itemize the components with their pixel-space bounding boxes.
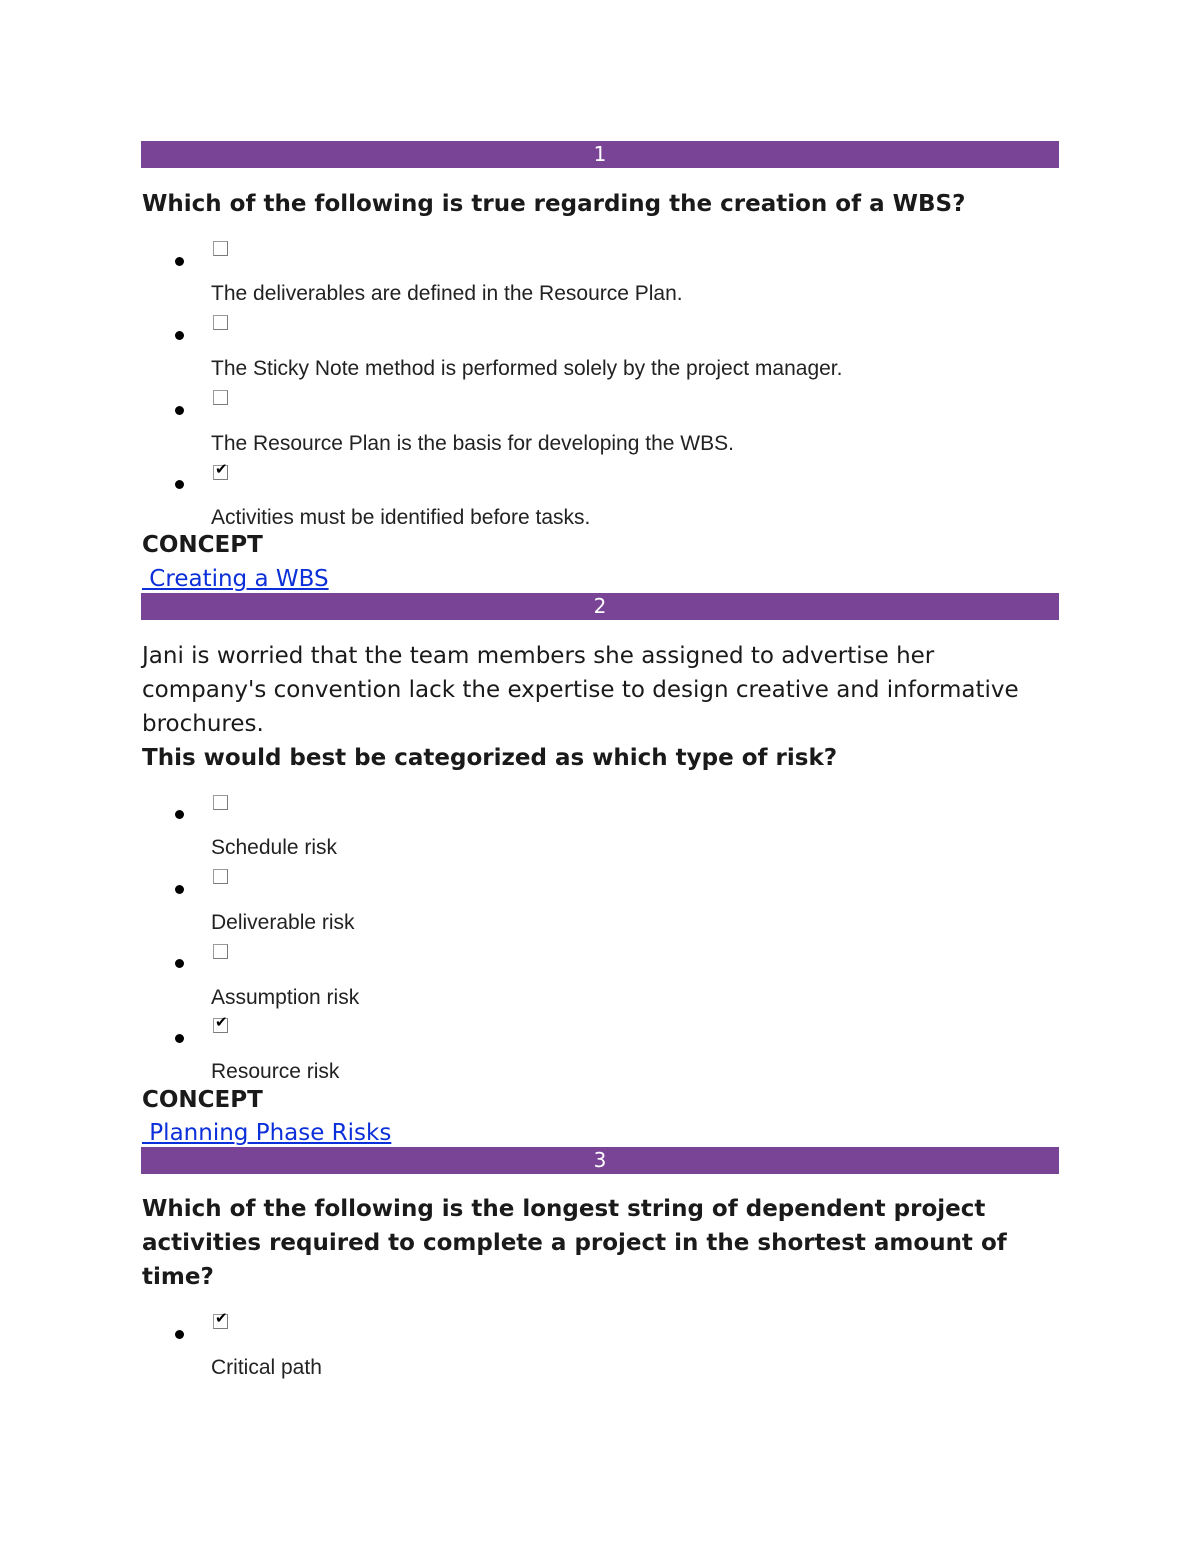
bullet-icon <box>175 810 184 819</box>
bullet-icon <box>175 959 184 968</box>
answer-option-label: Activities must be identified before tasks. <box>211 506 591 529</box>
answer-checkbox[interactable] <box>213 944 228 959</box>
question-number-bar <box>141 1147 1059 1174</box>
answer-option-label: Schedule risk <box>211 836 338 859</box>
concept-link[interactable]: Planning Phase Risks <box>142 1120 392 1146</box>
question-prompt: Which of the following is the longest string of dependent project activities required to complete a project in the shortest amount of time? <box>142 1196 1007 1290</box>
question-number: 1 <box>593 142 607 166</box>
answer-option-label: The Sticky Note method is performed solely by the project manager. <box>211 357 843 380</box>
bullet-icon <box>175 885 184 894</box>
answer-checkbox[interactable] <box>213 241 228 256</box>
question-number-bar <box>141 593 1059 620</box>
answer-checkbox-checked[interactable] <box>213 1309 228 1329</box>
bullet-icon <box>175 406 184 415</box>
answer-checkbox[interactable] <box>213 390 228 405</box>
answer-checkbox[interactable] <box>213 315 228 330</box>
question-intro: Jani is worried that the team members she assigned to advertise her company's convention lack the expertise to design creative and informative brochures. <box>142 643 1019 737</box>
bullet-icon <box>175 480 184 489</box>
answer-option-label: Assumption risk <box>211 986 360 1009</box>
concept-link[interactable]: Creating a WBS <box>142 566 329 592</box>
answer-option-label: The deliverables are defined in the Resource Plan. <box>211 282 683 305</box>
answer-option-label: Deliverable risk <box>211 911 355 934</box>
concept-label: CONCEPT <box>142 1087 263 1113</box>
answer-checkbox-checked[interactable] <box>213 460 228 480</box>
question-prompt: This would best be categorized as which type of risk? <box>142 745 838 771</box>
checkmark-icon: ✔ <box>215 1309 228 1327</box>
bullet-icon <box>175 1330 184 1339</box>
checkmark-icon: ✔ <box>215 460 228 478</box>
answer-checkbox-checked[interactable] <box>213 1013 228 1033</box>
answer-checkbox[interactable] <box>213 869 228 884</box>
question-number: 2 <box>593 594 607 618</box>
question-prompt: Which of the following is true regarding the creation of a WBS? <box>142 191 966 217</box>
answer-option-label: Resource risk <box>211 1060 340 1083</box>
answer-checkbox[interactable] <box>213 795 228 810</box>
question-number-bar <box>141 141 1059 168</box>
concept-label: CONCEPT <box>142 532 263 558</box>
answer-option-label: Critical path <box>211 1356 322 1379</box>
bullet-icon <box>175 257 184 266</box>
question-number: 3 <box>593 1148 607 1172</box>
checkmark-icon: ✔ <box>215 1013 228 1031</box>
answer-option-label: The Resource Plan is the basis for developing the WBS. <box>211 432 734 455</box>
bullet-icon <box>175 1034 184 1043</box>
bullet-icon <box>175 331 184 340</box>
